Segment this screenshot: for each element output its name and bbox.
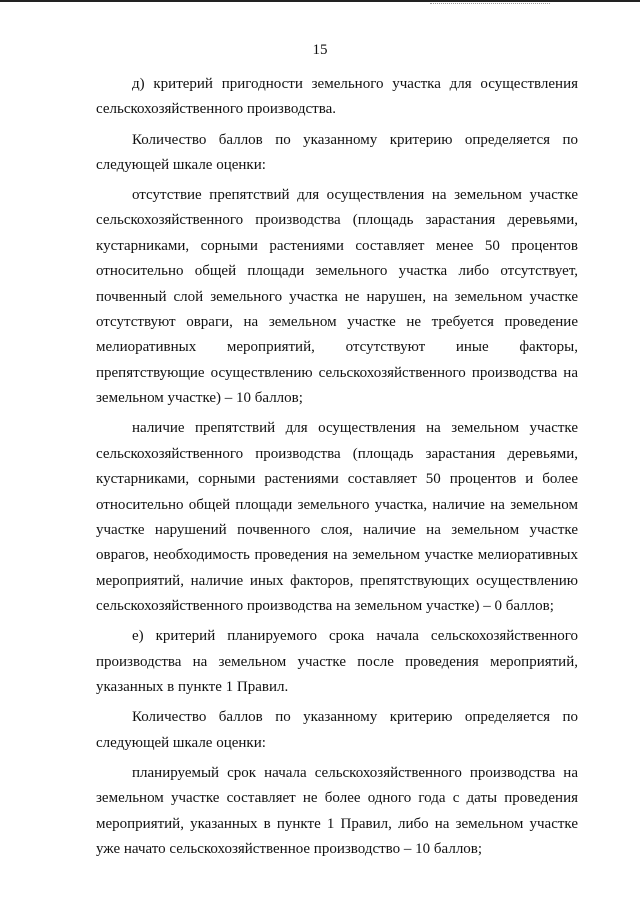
paragraph-no-obstacles: отсутствие препятствий для осуществления на земельном участке сельскохозяйственного производства (площадь зарастания деревьями, кустарниками, сорными растениями составляет менее 50 процентов относительно общей площади земельного участка либо отсутствует, почвенный слой земельного участка не нарушен, на земельном участке отсутствуют овраги, на земельном участке не требуется проведение мелиоративных мероприятий, отсутствуют иные факторы, препятствующие осуществлению сельскохозяйственного производства на земельном участке) – 10 баллов; (96, 187, 578, 407)
scan-edge-line (0, 0, 640, 2)
paragraph-scoring-intro-e: Количество баллов по указанному критерию определяется по следующей шкале оценки: (96, 709, 578, 751)
paragraph-criterion-d: д) критерий пригодности земельного участка для осуществления сельскохозяйственного производства. (96, 76, 578, 118)
scan-artifact (430, 3, 550, 4)
page-number: 15 (312, 42, 328, 58)
paragraph-criterion-e: е) критерий планируемого срока начала сельскохозяйственного производства на земельном участке после проведения мероприятий, указанных в пункте 1 Правил. (96, 628, 578, 696)
paragraph-obstacles-present: наличие препятствий для осуществления на земельном участке сельскохозяйственного производства (площадь зарастания деревьями, кустарниками, сорными растениями составляет 50 процентов и более относительно общей площади земельного участка, наличие на земельном участке нарушений почвенного слоя, наличие на земельном участке оврагов, необходимость проведения на земельном участке мелиоративных мероприятий, наличие иных факторов, препятствующих осуществлению сельскохозяйственного производства на земельном участке) – 0 баллов; (96, 420, 578, 615)
document-body (96, 72, 578, 862)
paragraph-planned-start: планируемый срок начала сельскохозяйственного производства на земельном участке составляет не более одного года с даты проведения мероприятий, указанных в пункте 1 Правил, либо на земельном участке уже начато сельскохозяйственное производство – 10 баллов; (96, 764, 578, 857)
paragraph-scoring-intro-d: Количество баллов по указанному критерию определяется по следующей шкале оценки: (96, 131, 578, 173)
